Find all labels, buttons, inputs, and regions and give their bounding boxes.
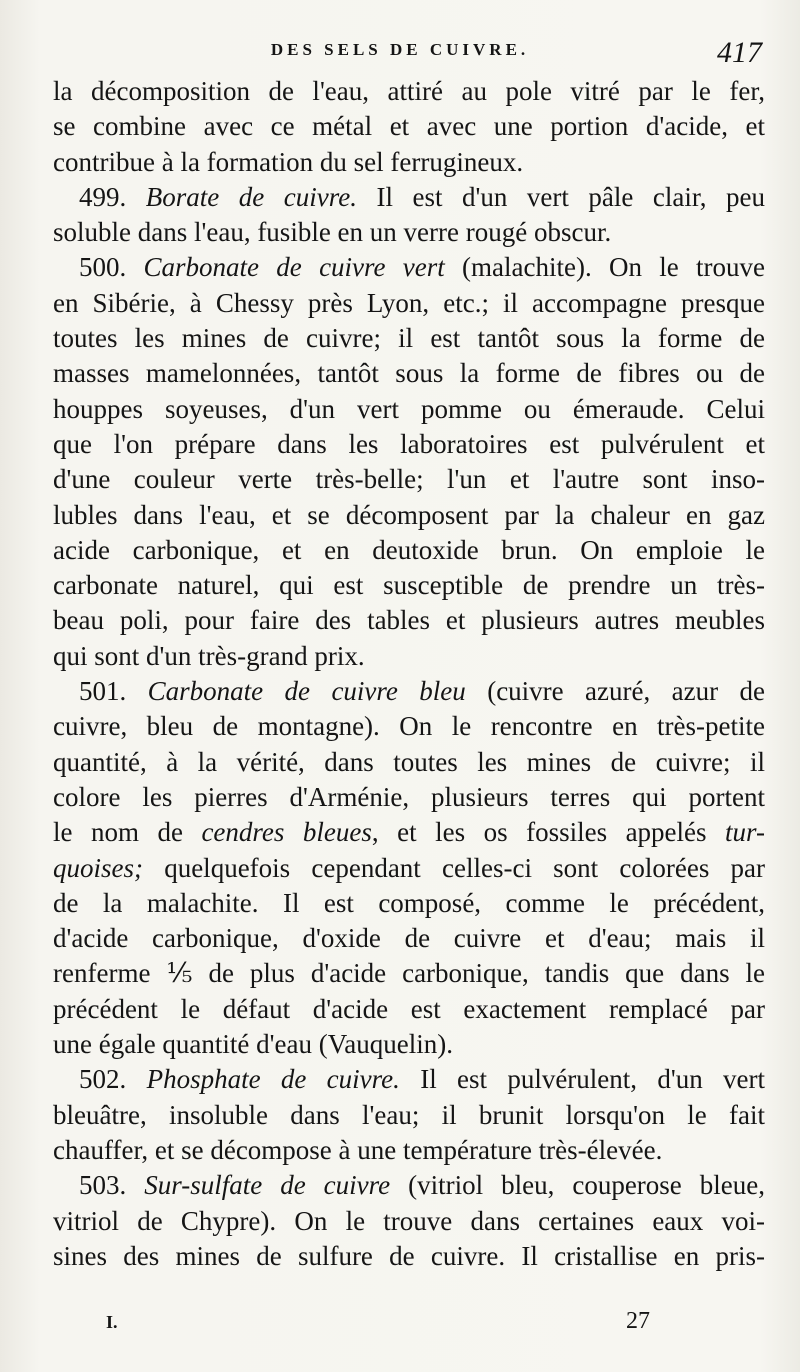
text-line: en Sibérie, à Chessy près Lyon, etc.; il accompagne presque [53,287,765,318]
text-line: d'acide carbonique, d'oxide de cuivre et d'eau; mais il [53,923,765,954]
running-head: DES SELS DE CUIVRE. [270,40,530,59]
body-text [53,74,765,1274]
text-line: quantité, à la vérité, dans toutes les mines de cuivre; il [53,746,765,777]
text-line: d'une couleur verte très-belle; l'un et l'autre sont inso- [53,464,765,495]
text-line: lubles dans l'eau, et se décomposent par la chaleur en gaz [53,499,765,530]
text-line: se combine avec ce métal et avec une portion d'acide, et [53,111,765,142]
text-line: vitriol de Chypre). On le trouve dans certaines eaux voi- [53,1205,765,1236]
text-line: carbonate naturel, qui est susceptible de prendre un très- [53,570,765,601]
entry-499-heading: 499. Borate de cuivre. Il est d'un vert pâle clair, peu [79,181,765,212]
folio-mark: 27 [626,1308,650,1334]
text-line: sines des mines de sulfure de cuivre. Il cristallise en pris- [53,1240,765,1271]
text-line: toutes les mines de cuivre; il est tantôt sous la forme de [53,323,765,354]
text-line: le nom de cendres bleues, et les os fossiles appelés tur- [53,817,765,848]
page-header [0,36,800,72]
text-line: cuivre, bleu de montagne). On le rencontre en très-petite [53,711,765,742]
entry-502-heading: 502. Phosphate de cuivre. Il est pulvérulent, d'un vert [79,1064,766,1095]
text-line: houppes soyeuses, d'un vert pomme ou émeraude. Celui [53,393,765,424]
text-line: soluble dans l'eau, fusible en un verre rougé obscur. [53,217,612,248]
text-line: qui sont d'un très-grand prix. [53,640,365,671]
text-line: précédent le défaut d'acide est exactement remplacé par [53,993,765,1024]
text-line: acide carbonique, et en deutoxide brun. On emploie le [53,534,765,565]
entry-500-heading: 500. Carbonate de cuivre vert (malachite). On le trouve [79,252,766,283]
signature-mark: I. [106,1312,118,1332]
entry-501-heading: 501. Carbonate de cuivre bleu (cuivre azuré, azur de [79,676,765,707]
text-line: chauffer, et se décompose à une température très-élevée. [53,1134,663,1165]
text-line: colore les pierres d'Arménie, plusieurs terres qui portent [53,781,765,812]
text-line: masses mamelonnées, tantôt sous la forme de fibres ou de [53,358,765,389]
text-line: bleuâtre, insoluble dans l'eau; il brunit lorsqu'on le fait [53,1099,765,1130]
text-line: quoises; quelquefois cependant celles-ci sont colorées par [53,852,765,883]
text-line: une égale quantité d'eau (Vauquelin). [53,1029,453,1060]
text-line: beau poli, pour faire des tables et plusieurs autres meubles [53,605,765,636]
page-number: 417 [717,36,762,69]
page-footer [0,1308,800,1338]
text-line: de la malachite. Il est composé, comme le précédent, [53,887,765,918]
text-line: contribue à la formation du sel ferrugineux. [53,146,524,177]
text-line: renferme ⅕ de plus d'acide carbonique, tandis que dans le [53,958,765,989]
entry-503-heading: 503. Sur-sulfate de cuivre (vitriol bleu, couperose bleue, [79,1170,765,1201]
text-line: que l'on prépare dans les laboratoires est pulvérulent et [53,428,765,459]
text-line: la décomposition de l'eau, attiré au pole vitré par le fer, [53,76,765,106]
